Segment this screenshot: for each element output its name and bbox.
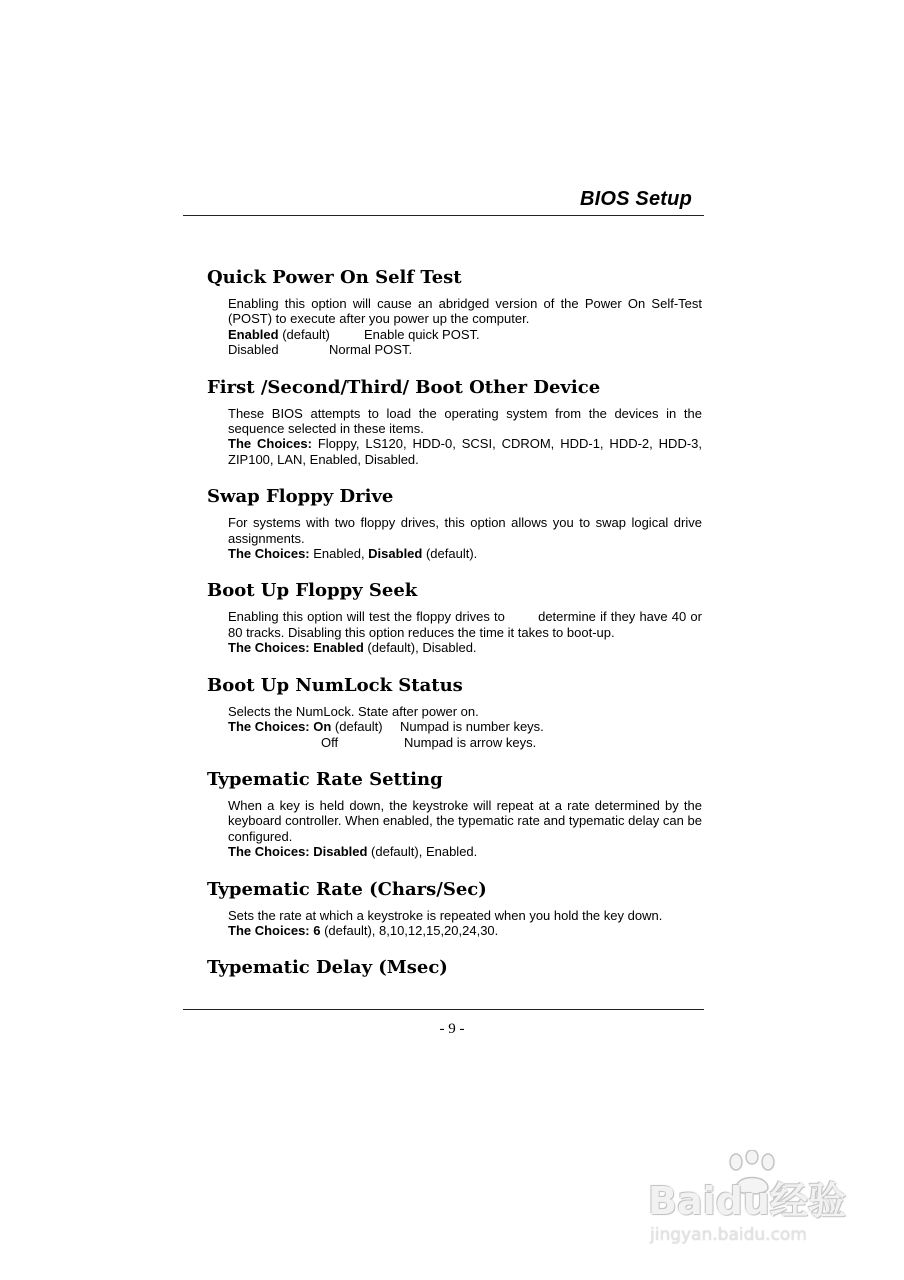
page-content xyxy=(207,266,706,997)
choices-values: Floppy, LS120, HDD-0, SCSI, CDROM, HDD-1, HDD-2, HDD-3, ZIP100, LAN, Enabled, Disabled. xyxy=(228,436,703,467)
section-desc: For systems with two floppy drives, this option allows you to swap logical drive assignments. xyxy=(228,515,702,546)
choices-label: The Choices: Enabled xyxy=(228,640,364,656)
option-desc: Normal POST. xyxy=(329,342,413,358)
choices-label: The Choices: xyxy=(228,546,310,562)
header-rule xyxy=(183,215,704,216)
choices-label: The Choices: On xyxy=(228,719,332,735)
section-swap-floppy xyxy=(207,485,702,561)
option-row xyxy=(228,342,702,357)
option-default: (default) xyxy=(278,326,330,342)
option-row xyxy=(228,719,702,734)
section-desc: Selects the NumLock. State after power on. xyxy=(228,703,479,719)
choices-default: Disabled xyxy=(368,546,423,562)
option-label: Off xyxy=(321,734,339,750)
option-row xyxy=(228,735,702,750)
section-title: Swap Floppy Drive xyxy=(207,486,394,508)
option-label: Enabled xyxy=(228,326,279,342)
choices-label: The Choices: xyxy=(228,436,312,452)
footer-rule xyxy=(183,1009,704,1010)
choices-line xyxy=(228,923,702,938)
watermark xyxy=(640,1150,860,1260)
section-desc: Enabling this option will test the floppy drives to determine if they have 40 or 80 tracks. Disabling this option reduces the time it takes to boot-up. xyxy=(228,609,706,640)
watermark-logo: Baidu经验 xyxy=(648,1179,846,1223)
choices-values: (default), Disabled. xyxy=(363,640,477,656)
watermark-url: jingyan.baidu.com xyxy=(650,1225,807,1245)
option-row xyxy=(228,327,702,342)
page-number: - 9 - xyxy=(439,1021,465,1037)
choices-values: (default), Enabled. xyxy=(367,844,478,860)
section-boot-other-device xyxy=(207,376,702,468)
section-title: Typematic Rate (Chars/Sec) xyxy=(207,878,487,900)
header-title: BIOS Setup xyxy=(579,188,692,210)
choices-label: The Choices: 6 xyxy=(228,922,321,938)
choices-line xyxy=(228,640,702,655)
choices-values: (default), 8,10,12,15,20,24,30. xyxy=(320,922,499,938)
section-floppy-seek xyxy=(207,579,706,656)
section-title: Quick Power On Self Test xyxy=(207,267,462,288)
option-desc: Numpad is number keys. xyxy=(400,719,544,735)
choices-line xyxy=(228,546,702,561)
section-title: Typematic Rate Setting xyxy=(207,768,443,790)
section-title: Typematic Delay (Msec) xyxy=(207,957,448,979)
section-typematic-delay xyxy=(207,956,702,979)
choices-values: Enabled, xyxy=(309,546,369,562)
option-label: Disabled xyxy=(228,342,279,358)
section-quick-post xyxy=(207,266,702,358)
option-default: (default) xyxy=(331,719,383,735)
section-desc: Enabling this option will cause an abridged version of the Power On Self-Test (POST) to execute after you power up the computer. xyxy=(228,296,702,327)
section-typematic-rate xyxy=(207,878,702,939)
choices-line xyxy=(228,844,702,859)
section-desc: These BIOS attempts to load the operating system from the devices in the sequence selected in these items. xyxy=(228,405,702,437)
section-title: First /Second/Third/ Boot Other Device xyxy=(207,376,601,398)
option-desc: Enable quick POST. xyxy=(364,326,480,342)
choices-values: (default). xyxy=(422,546,478,562)
section-title: Boot Up NumLock Status xyxy=(207,674,463,696)
choices-label: The Choices: Disabled xyxy=(228,844,368,860)
section-desc: Sets the rate at which a keystroke is repeated when you hold the key down. xyxy=(228,907,663,923)
section-title: Boot Up Floppy Seek xyxy=(207,580,418,602)
section-typematic-rate-setting xyxy=(207,768,702,860)
option-desc: Numpad is arrow keys. xyxy=(404,734,537,750)
section-numlock xyxy=(207,674,702,750)
choices-line xyxy=(228,436,702,467)
section-desc: When a key is held down, the keystroke will repeat at a rate determined by the keyboard controller. When enabled, the typematic rate and typematic delay can be configured. xyxy=(228,797,702,844)
